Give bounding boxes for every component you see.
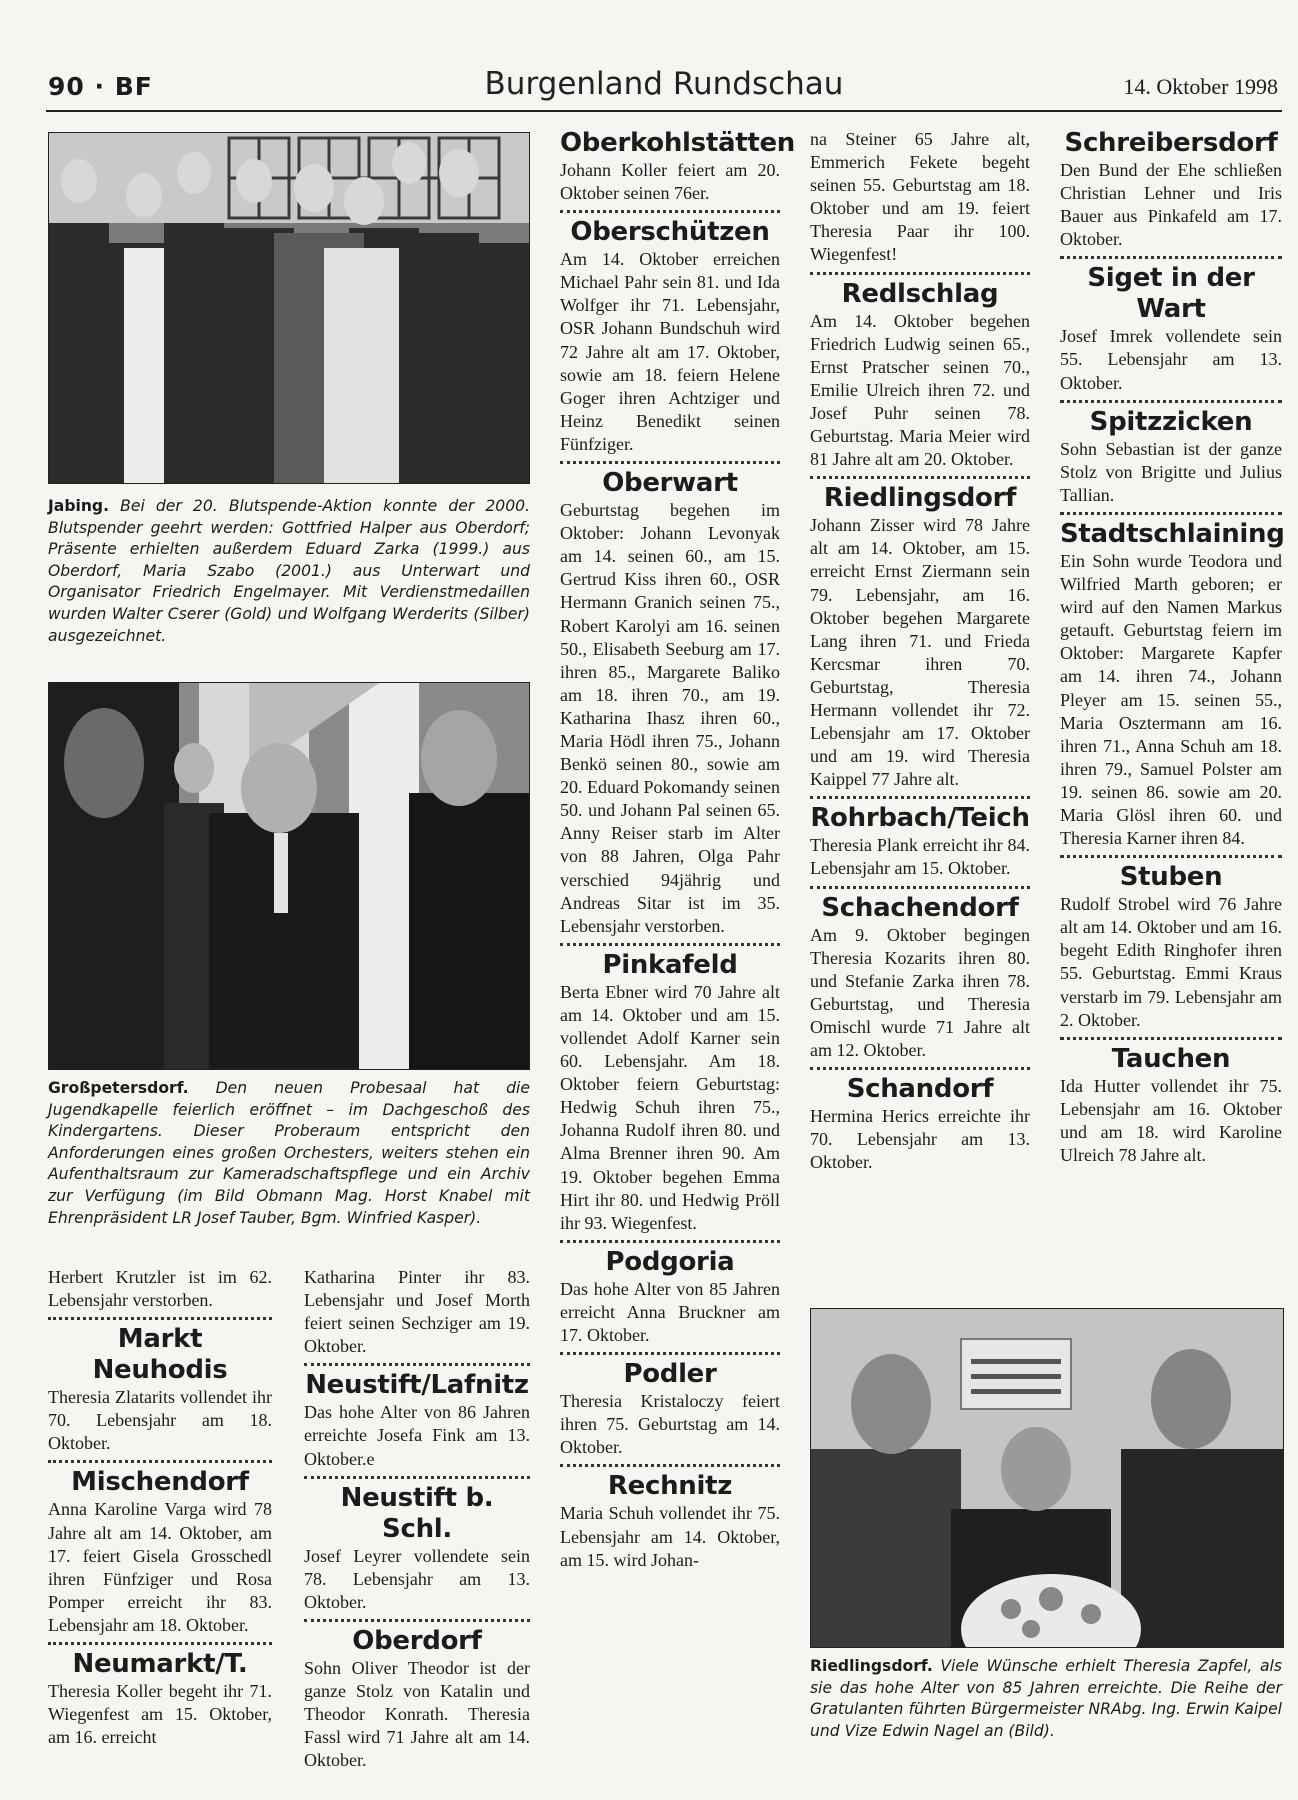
notice-text: Sohn Oliver Theodor ist der ganze Stolz von Katalin und Theodor Konrath. Theresia Fassl wird 71 Jahre alt am 14. Oktober. <box>304 1657 530 1771</box>
notice-text: Ida Hutter vollendet ihr 75. Lebensjahr am 16. Oktober und am 18. wird Karoline Ulreich 78 Jahre alt. <box>1060 1075 1282 1165</box>
notice-text: Theresia Plank erreicht ihr 84. Lebensjahr am 15. Oktober. <box>810 835 1030 879</box>
notice-text: Maria Schuh vollendet ihr 75. Lebensjahr am 14. Oktober, am 15. wird Johan- <box>560 1503 780 1570</box>
notice-text: Theresia Zlatarits vollendet ihr 70. Lebensjahr am 18. Oktober. <box>48 1387 272 1454</box>
notice-text: na Steiner 65 Jahre alt, Emmerich Fekete begeht seinen 55. Geburtstag am 18. Oktober und am 19. feiert Theresia Paar ihr 100. Wiegenfest! <box>810 129 1030 265</box>
column-4 <box>810 128 1030 1174</box>
location-heading: Oberwart <box>560 461 780 499</box>
location-heading: Schreibersdorf <box>1064 128 1278 158</box>
notice-text: Ein Sohn wurde Teodora und Wilfried Marth geboren; er wird auf den Namen Markus getauft. Geburtstag feiern im Oktober: Margarete Kapfer am 14. ihren 74., Johann Pleyer am 15. seinen 55., Maria Osztermann am 16. ihren 71., Anna Schuh am 18. ihren 79., Samuel Polster am 19. seinen 86. sowie am 20. Maria Glösl ihren 60. und Theresia Karner ihren 84. <box>1060 550 1282 849</box>
location-heading: Rechnitz <box>560 1464 780 1502</box>
location-heading: Pinkafeld <box>560 943 780 981</box>
notice-text: Josef Imrek vollendete sein 55. Lebensjahr am 13. Oktober. <box>1060 326 1282 393</box>
location-heading: Redlschlag <box>810 272 1030 310</box>
notice-text: Berta Ebner wird 70 Jahre alt am 14. Oktober und am 15. vollendet Adolf Karner sein 60. Lebensjahr. Am 18. Oktober feiern Geburtstag: Hedwig Schuh ihren 75., Johanna Rudolf ihren 80. und Alma Brenner ihren 90. Am 19. Oktober begehen Emma Hirt ihr 80. und Hedwig Pröll ihr 93. Wiegenfest. <box>560 981 780 1233</box>
location-heading: Oberschützen <box>560 210 780 248</box>
notice-text: Sohn Sebastian ist der ganze Stolz von Brigitte und Julius Tallian. <box>1060 438 1282 505</box>
location-heading: Neustift/Lafnitz <box>304 1363 530 1401</box>
location-heading: Spitzzicken <box>1060 400 1282 438</box>
issue-date: 14. Oktober 1998 <box>1123 74 1278 99</box>
page-number: 90 · BF <box>48 72 153 101</box>
caption-place: Großpetersdorf. <box>48 1079 189 1097</box>
notice-text: Herbert Krutzler ist im 62. Lebensjahr verstorben. <box>48 1267 272 1311</box>
notice-text: Theresia Kristaloczy feiert ihren 75. Geburtstag am 14. Oktober. <box>560 1391 780 1458</box>
notice-text: Johann Zisser wird 78 Jahre alt am 14. Oktober, am 15. erreicht Ernst Ziermann sein 79. Lebensjahr, am 16. Oktober begehen Margarete Lang ihren 71. und Frieda Kercsmar ihren 70. Geburtstag, Theresia Hermann vollendet ihr 72. Lebensjahr am 17. Oktober und am 19. wird Theresia Kaippel 77 Jahre alt. <box>810 515 1030 790</box>
caption-text: Viele Wünsche erhielt Theresia Zapfel, als sie das hohe Alter von 85 Jahren erreichte. Die Reihe der Gratulanten führten Bürgermeister NRAbg. Ing. Erwin Kaipel und Vize Edwin Nagel an (Bild). <box>810 1657 1282 1740</box>
column-3 <box>560 128 795 1572</box>
location-heading: Neumarkt/T. <box>48 1642 272 1680</box>
caption-text: Den neuen Probesaal hat die Jugendkapelle feierlich eröffnet – im Dachgeschoß des Kindergartens. Dieser Proberaum entspricht den Anforderungen eines großen Orchesters, weiters stehen ein Aufenthaltsraum zur Kameradschaftspflege und ein Archiv zur Verfügung (im Bild Obmann Mag. Horst Knabel mit Ehrenpräsident LR Josef Tauber, Bgm. Winfried Kasper). <box>48 1079 530 1227</box>
notice-text: Rudolf Strobel wird 76 Jahre alt am 14. Oktober und am 16. begeht Edith Ringhofer ihren 55. Geburtstag. Emmi Kraus verstarb im 79. Lebensjahr am 2. Oktober. <box>1060 894 1282 1030</box>
publication-title: Burgenland Rundschau <box>484 66 844 102</box>
location-heading: Tauchen <box>1060 1037 1282 1075</box>
location-heading: Podgoria <box>560 1240 780 1278</box>
location-heading: Riedlingsdorf <box>810 476 1030 514</box>
location-heading: Schandorf <box>810 1067 1030 1105</box>
notice-text: Josef Leyrer vollendete sein 78. Lebensjahr am 13. Oktober. <box>304 1545 530 1612</box>
caption-text: Bei der 20. Blutspende-Aktion konnte der 2000. Blutspender geehrt werden: Gottfried Halper aus Oberdorf; Präsente erhielten außerdem Eduard Zarka (1999.) aus Oberdorf, Maria Szabo (2001.) aus Unterwart und Organisator Friedrich Engelmayer. Mit Verdienstmedaillen wurden Walter Cserer (Gold) und Wolfgang Werderits (Silber) ausgezeichnet. <box>48 497 530 645</box>
location-heading: Markt Neuhodis <box>48 1317 272 1386</box>
photo-grosspetersdorf-rehearsal-hall <box>48 682 530 1070</box>
caption-riedlingsdorf <box>810 1656 1282 1742</box>
location-heading: Oberdorf <box>304 1619 530 1657</box>
notice-text: Am 14. Oktober erreichen Michael Pahr sein 81. und Ida Wolfger ihr 71. Lebensjahr, OSR Johann Bundschuh wird 72 Jahre alt am 17. Oktober, sowie am 18. feiern Helene Goger ihren Achtziger und Heinz Benedikt seinen Fünfziger. <box>560 249 780 454</box>
location-heading: Neustift b. Schl. <box>304 1476 530 1545</box>
notice-text: Theresia Koller begeht ihr 71. Wiegenfest am 15. Oktober, am 16. erreicht <box>48 1681 272 1748</box>
photo-riedlingsdorf-birthday <box>810 1308 1284 1648</box>
notice-text: Johann Koller feiert am 20. Oktober seinen 76er. <box>560 160 780 204</box>
notice-text: Am 14. Oktober begehen Friedrich Ludwig seinen 65., Ernst Pratscher seinen 70., Emilie Ulreich ihren 72. und Josef Puhr seinen 78. Geburtstag. Maria Meier wird 81 Jahre alt am 20. Oktober. <box>810 310 1030 470</box>
notice-text: Anna Karoline Varga wird 78 Jahre alt am 14. Oktober, am 17. feiert Gisela Grosschedl ihren Fünfziger und Rosa Pomper erreicht ihr 83. Lebensjahr am 18. Oktober. <box>48 1499 272 1635</box>
location-heading: Siget in der Wart <box>1060 256 1282 325</box>
caption-place: Jabing. <box>48 497 110 515</box>
notice-text: Katharina Pinter ihr 83. Lebensjahr und Josef Morth feiert seinen Sechziger am 19. Oktober. <box>304 1267 530 1357</box>
notice-text: Geburtstag begehen im Oktober: Johann Levonyak am 14. seinen 60., am 15. Gertrud Kiss ihren 60., OSR Hermann Granich seinen 75., Robert Karolyi am 16. seinen 50., Elisabeth Seeburg am 17. ihren 85., Margarete Baliko am 18. ihren 70., am 19. Katharina Ihasz ihren 60., Maria Hödl ihren 75., Johann Benkö seinen 80., sowie am 20. Eduard Pokomandy seinen 50. und Johann Pal seinen 65. Anny Reiser starb im Alter von 88 Jahren, Olga Pahr verschied 94jährig und Andreas Sitar ist im 35. Lebensjahr verstorben. <box>560 500 780 936</box>
location-heading: Rohrbach/Teich <box>810 796 1030 834</box>
caption-grosspetersdorf <box>48 1078 530 1229</box>
location-heading: Stadtschlaining <box>1060 512 1282 550</box>
notice-text: Das hohe Alter von 86 Jahren erreichte Josefa Fink am 13. Oktober.e <box>304 1402 530 1469</box>
location-heading: Podler <box>560 1352 780 1390</box>
location-heading: Mischendorf <box>48 1460 272 1498</box>
caption-jabing <box>48 496 530 647</box>
column-2 <box>304 1266 530 1772</box>
notice-text: Hermina Herics erreichte ihr 70. Lebensjahr am 13. Oktober. <box>810 1106 1030 1173</box>
column-1 <box>48 1266 272 1749</box>
notice-text: Den Bund der Ehe schließen Christian Lehner und Iris Bauer aus Pinkafeld am 17. Oktober. <box>1060 160 1282 250</box>
location-heading: Oberkohlstätten <box>560 128 795 158</box>
page-header <box>46 66 1282 112</box>
column-5 <box>1060 128 1285 1167</box>
location-heading: Schachendorf <box>810 886 1030 924</box>
notice-text: Das hohe Alter von 85 Jahren erreicht Anna Bruckner am 17. Oktober. <box>560 1278 780 1346</box>
photo-jabing-blood-donors <box>48 132 530 484</box>
location-heading: Stuben <box>1060 855 1282 893</box>
caption-place: Riedlingsdorf. <box>810 1657 933 1675</box>
notice-text: Am 9. Oktober begingen Theresia Kozarits ihren 80. und Stefanie Zarka ihren 78. Geburtstag, und Theresia Omischl wurde 71 Jahre alt am 12. Oktober. <box>810 924 1030 1060</box>
